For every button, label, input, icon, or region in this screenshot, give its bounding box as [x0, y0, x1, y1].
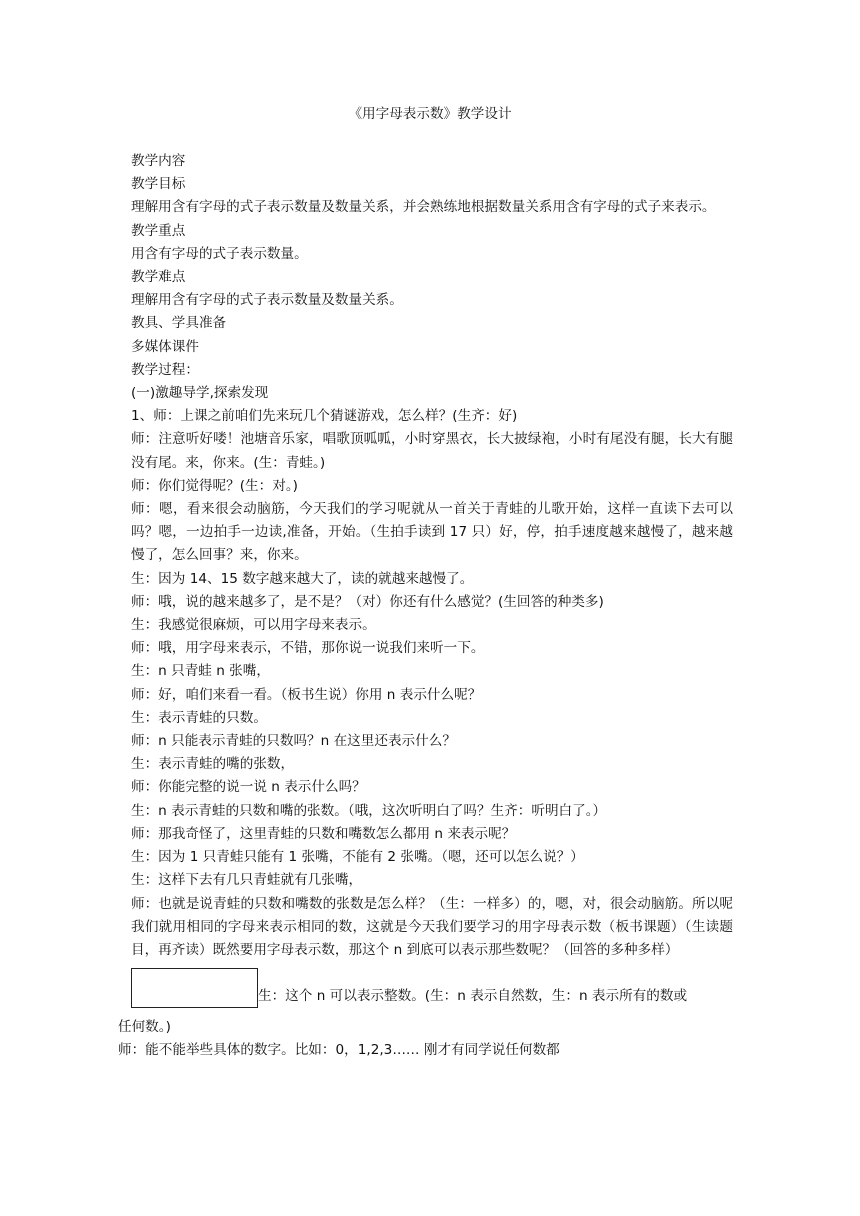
- paragraph: 任何数。): [118, 1019, 171, 1036]
- paragraph: 教学内容: [131, 153, 186, 169]
- paragraph: 师：注意听好喽！池塘音乐家，唱歌顶呱呱，小时穿黑衣，长大披绿袍，小时有尾没有腿，长大有腿没有尾。来，你来。(生：青蛙。): [131, 431, 733, 471]
- text-box-line: [131, 968, 733, 1008]
- paragraph: (一)激趣导学,探索发现: [131, 385, 269, 402]
- paragraph: 生：n 表示青蛙的只数和嘴的张数。（哦，这次听明白了吗？生齐：听明白了。）: [131, 802, 607, 819]
- document-body: [118, 150, 733, 1063]
- paragraph: 生：n 只青蛙 n 张嘴，: [131, 663, 270, 680]
- paragraph: 生：表示青蛙的嘴的张数，: [131, 756, 295, 773]
- paragraph: 理解用含有字母的式子表示数量及数量关系，并会熟练地根据数量关系用含有字母的式子来表示。: [131, 199, 716, 216]
- paragraph: 生：这样下去有几只青蛙就有几张嘴，: [131, 872, 363, 889]
- paragraph: 1、师：上课之前咱们先来玩几个猜谜游戏，怎么样？(生齐：好): [131, 408, 518, 425]
- paragraph: 用含有字母的式子表示数量。: [131, 245, 308, 262]
- paragraph: 师：好，咱们来看一看。（板书生说）你用 n 表示什么呢？: [131, 686, 482, 703]
- paragraph: 师：嗯，看来很会动脑筋，今天我们的学习呢就从一首关于青蛙的儿歌开始，这样一直读下去可以吗？嗯，一边拍手一边读,准备，开始。（生拍手读到 17 只）好，停，拍手速度越来越慢了，越来越慢了，怎么回事？来，你来。: [131, 501, 733, 564]
- paragraph: 教学过程：: [131, 361, 199, 378]
- paragraph: 理解用含有字母的式子表示数量及数量关系。: [131, 292, 403, 309]
- paragraph: 生：这个 n 可以表示整数。(生：n 表示自然数，生：n 表示所有的数或: [258, 987, 688, 1004]
- empty-text-box: [131, 968, 258, 1008]
- paragraph: 生：表示青蛙的只数。: [131, 709, 267, 726]
- paragraph: 师：n 只能表示青蛙的只数吗？n 在这里还表示什么？: [131, 733, 456, 750]
- paragraph: 生：我感觉很麻烦，可以用字母来表示。: [131, 617, 376, 634]
- paragraph: 师：也就是说青蛙的只数和嘴数的张数是怎么样？（生：一样多）的，嗯，对，很会动脑筋。所以呢我们就用相同的字母来表示相同的数，这就是今天我们要学习的用字母表示数（板书课题）（生读题目，再齐读）既然要用字母表示数，那这个 n 到底可以表示那些数呢？（回答的多种多样）: [131, 895, 733, 958]
- paragraph: 教学重点: [131, 222, 186, 239]
- paragraph: 师：哦，说的越来越多了，是不是？（对）你还有什么感觉？(生回答的种类多): [131, 593, 604, 610]
- paragraph: 教具、学具准备: [131, 315, 227, 332]
- paragraph: 师：能不能举些具体的数字。比如：0，1,2,3…… 刚才有同学说任何数都: [118, 1042, 560, 1059]
- paragraph: 教学目标: [131, 176, 186, 193]
- document-title: 《用字母表示数》教学设计: [348, 106, 512, 122]
- paragraph: 师：哦，用字母来表示，不错，那你说一说我们来听一下。: [131, 640, 485, 657]
- paragraph: 师：你们觉得呢？(生：对。): [131, 477, 298, 494]
- paragraph: 生：因为 14、15 数字越来越大了，读的就越来越慢了。: [131, 570, 474, 587]
- paragraph: 生：因为 1 只青蛙只能有 1 张嘴，不能有 2 张嘴。（嗯，还可以怎么说？）: [131, 849, 584, 866]
- paragraph: 教学难点: [131, 269, 186, 286]
- paragraph: 师：那我奇怪了，这里青蛙的只数和嘴数怎么都用 n 来表示呢？: [131, 825, 516, 842]
- paragraph: 师：你能完整的说一说 n 表示什么吗？: [131, 779, 366, 796]
- paragraph: 多媒体课件: [131, 338, 199, 355]
